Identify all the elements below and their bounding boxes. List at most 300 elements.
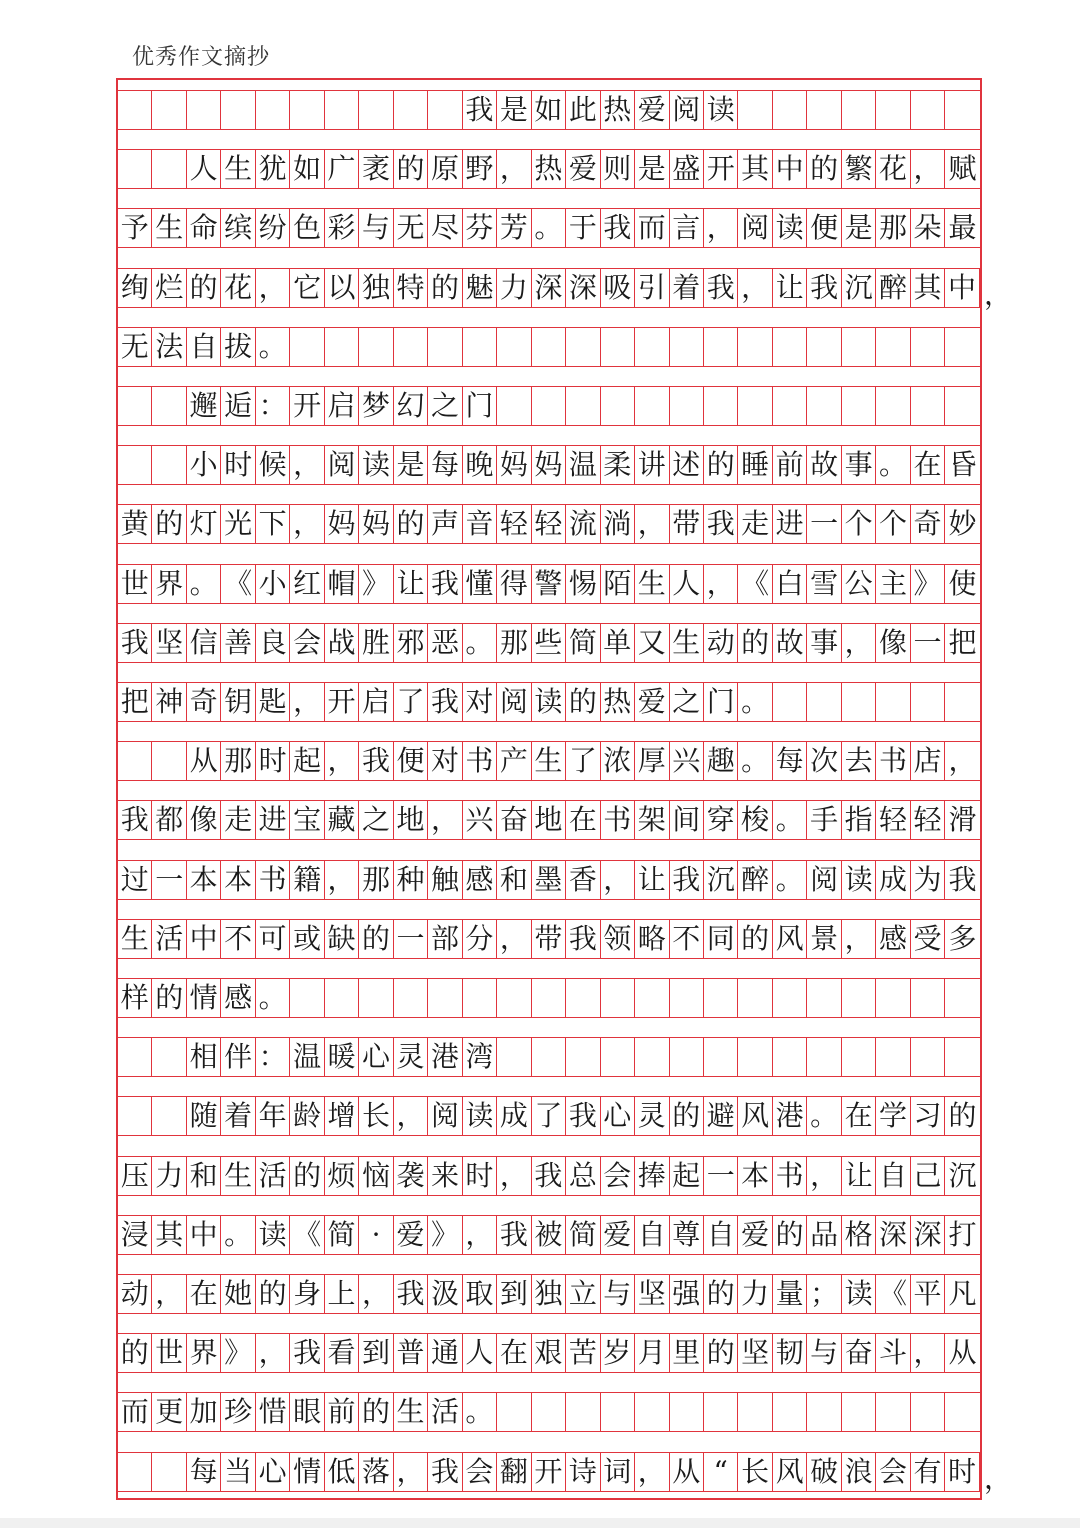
- grid-cell: 我: [463, 91, 497, 129]
- grid-cell: 我: [394, 1275, 428, 1313]
- grid-cell: 有: [911, 1453, 945, 1491]
- grid-cell: [359, 91, 393, 129]
- grid-cell: [876, 91, 910, 129]
- bottom-scroll-bar: [0, 1518, 1080, 1528]
- grid-cell: 里: [670, 1334, 704, 1372]
- grid-cell: 浸: [118, 1216, 152, 1254]
- grid-cell: 个: [876, 505, 910, 543]
- grid-cell: [704, 979, 738, 1017]
- grid-cell: 的: [394, 505, 428, 543]
- grid-cell: 本: [187, 861, 221, 899]
- grid-cell: 取: [463, 1275, 497, 1313]
- grid-cell: [118, 91, 152, 129]
- grid-cell: 《: [738, 565, 772, 603]
- grid-cell: [738, 91, 772, 129]
- grid-cell: 开: [325, 683, 359, 721]
- grid-cell: [807, 387, 841, 425]
- grid-cell: [807, 91, 841, 129]
- grid-cell: 一: [152, 861, 186, 899]
- writing-grid-paper: [116, 78, 1013, 1500]
- grid-cell: [773, 979, 807, 1017]
- grid-cell: 打: [948, 1217, 977, 1251]
- grid-cell: 诗: [566, 1453, 600, 1491]
- grid-cell: 随: [187, 1097, 221, 1135]
- grid-row: [118, 1156, 980, 1196]
- grid-cell: [738, 1038, 772, 1076]
- grid-cell: [911, 387, 945, 425]
- grid-cell: ，: [601, 861, 635, 899]
- grid-cell: 下: [256, 505, 290, 543]
- grid-cell: 繁: [842, 150, 876, 188]
- grid-cell: 的: [187, 269, 221, 307]
- grid-cell: 我: [948, 862, 977, 896]
- grid-cell: 之: [428, 387, 462, 425]
- grid-cell: 艰: [532, 1334, 566, 1372]
- grid-cell: 帽: [325, 565, 359, 603]
- grid-cell: 是: [635, 150, 669, 188]
- grid-cell: 的: [394, 150, 428, 188]
- grid-cell: 店: [911, 742, 945, 780]
- grid-cell: 沉: [948, 1158, 977, 1192]
- grid-cell: 从: [187, 742, 221, 780]
- grid-cell: 时: [256, 742, 290, 780]
- grid-cell: 带: [532, 920, 566, 958]
- grid-cell: 前: [773, 446, 807, 484]
- grid-cell: 恼: [359, 1157, 393, 1195]
- grid-cell: 进: [773, 505, 807, 543]
- grid-cell: 我: [532, 1157, 566, 1195]
- grid-cell: 本: [738, 1157, 772, 1195]
- grid-cell: 我: [359, 742, 393, 780]
- grid-cell: 可: [256, 920, 290, 958]
- grid-cell: ，: [842, 920, 876, 958]
- grid-cell: 以: [325, 269, 359, 307]
- grid-cell: 而: [118, 1393, 152, 1431]
- grid-cell: 破: [807, 1453, 841, 1491]
- grid-cell: 书: [463, 742, 497, 780]
- grid-cell: 自: [635, 1216, 669, 1254]
- grid-cell: 赋: [948, 152, 977, 186]
- grid-cell: [325, 328, 359, 366]
- grid-cell: 兴: [463, 801, 497, 839]
- grid-cell: 中: [187, 1216, 221, 1254]
- grid-cell: 灵: [394, 1038, 428, 1076]
- grid-cell: 轻: [876, 801, 910, 839]
- grid-cell: 对: [428, 742, 462, 780]
- grid-cell: 光: [221, 505, 255, 543]
- grid-cell: 苦: [566, 1334, 600, 1372]
- grid-cell: 。: [738, 742, 772, 780]
- grid-cell: 芬: [463, 209, 497, 247]
- grid-cell: 浓: [601, 742, 635, 780]
- grid-cell: 。: [738, 683, 772, 721]
- grid-cell: 灵: [635, 1097, 669, 1135]
- grid-cell: [118, 150, 152, 188]
- grid-cell: ，: [394, 1453, 428, 1491]
- grid-cell: [428, 328, 462, 366]
- grid-cell: 便: [807, 209, 841, 247]
- grid-cell: ，: [256, 1334, 290, 1372]
- grid-cell: 妈: [497, 446, 531, 484]
- grid-cell: 与: [601, 1275, 635, 1313]
- grid-cell: 那: [221, 742, 255, 780]
- grid-cell: 生: [532, 742, 566, 780]
- grid-cell: 不: [670, 920, 704, 958]
- grid-cell: 让: [842, 1157, 876, 1195]
- grid-cell: 领: [601, 920, 635, 958]
- grid-cell: ，: [152, 1275, 186, 1313]
- grid-cell: [704, 328, 738, 366]
- grid-cell: 便: [394, 742, 428, 780]
- grid-cell: 神: [152, 683, 186, 721]
- grid-cell: 色: [290, 209, 324, 247]
- grid-cell: [497, 1038, 531, 1076]
- grid-cell: 人: [670, 565, 704, 603]
- grid-cell: 些: [532, 624, 566, 662]
- grid-cell: 我: [290, 1334, 324, 1372]
- grid-cell: [532, 1038, 566, 1076]
- grid-cell: 《: [876, 1275, 910, 1313]
- grid-cell: [394, 979, 428, 1017]
- grid-cell: [566, 1393, 600, 1431]
- grid-cell: [773, 328, 807, 366]
- grid-row: [118, 919, 980, 959]
- grid-row: [118, 1096, 980, 1136]
- grid-cell: 是: [842, 209, 876, 247]
- grid-cell: [945, 979, 979, 1017]
- grid-cell: 与: [807, 1334, 841, 1372]
- grid-cell: 则: [601, 150, 635, 188]
- grid-row: [118, 860, 980, 900]
- grid-cell: 的: [704, 446, 738, 484]
- grid-cell: 更: [152, 1393, 186, 1431]
- grid-cell: 我: [566, 920, 600, 958]
- grid-cell: [152, 150, 186, 188]
- grid-cell: 本: [221, 861, 255, 899]
- grid-cell: [566, 979, 600, 1017]
- grid-cell: [601, 1038, 635, 1076]
- grid-cell: 公: [842, 565, 876, 603]
- grid-cell: 部: [428, 920, 462, 958]
- grid-cell: 警: [532, 565, 566, 603]
- grid-cell: 把: [118, 683, 152, 721]
- grid-cell: 格: [842, 1216, 876, 1254]
- grid-cell: 籍: [290, 861, 324, 899]
- grid-cell: 的: [566, 683, 600, 721]
- grid-cell: 了: [532, 1097, 566, 1135]
- grid-cell: [842, 1393, 876, 1431]
- grid-cell: 珍: [221, 1393, 255, 1431]
- grid-cell: [221, 91, 255, 129]
- grid-row: [118, 1037, 980, 1077]
- grid-cell: 港: [773, 1097, 807, 1135]
- grid-cell: 那: [359, 861, 393, 899]
- grid-cell: 门: [463, 387, 497, 425]
- grid-cell: [876, 979, 910, 1017]
- grid-cell: 自: [187, 328, 221, 366]
- grid-row: [118, 682, 980, 722]
- grid-cell: 妈: [532, 446, 566, 484]
- grid-cell: [635, 328, 669, 366]
- grid-cell: 《: [290, 1216, 324, 1254]
- grid-cell: [945, 91, 979, 129]
- grid-cell: ，: [428, 801, 462, 839]
- grid-cell: 淌: [601, 505, 635, 543]
- grid-cell: 爱: [635, 91, 669, 129]
- grid-cell: 像: [187, 801, 221, 839]
- grid-cell: 胜: [359, 624, 393, 662]
- grid-cell: [670, 1393, 704, 1431]
- grid-cell: 情: [187, 979, 221, 1017]
- grid-cell: 中: [945, 269, 979, 307]
- grid-cell: 中: [773, 150, 807, 188]
- grid-cell: 盛: [670, 150, 704, 188]
- grid-cell: 事: [842, 446, 876, 484]
- grid-cell: 落: [359, 1453, 393, 1491]
- grid-cell: 感: [221, 979, 255, 1017]
- overflow-punctuation: ，: [984, 1461, 1013, 1495]
- grid-cell: 界: [152, 565, 186, 603]
- grid-cell: [118, 1097, 152, 1135]
- grid-cell: 事: [807, 624, 841, 662]
- grid-cell: 红: [290, 565, 324, 603]
- grid-cell: 雪: [807, 565, 841, 603]
- grid-cell: 温: [566, 446, 600, 484]
- grid-row: [118, 386, 980, 426]
- grid-cell: 的: [807, 150, 841, 188]
- grid-cell: 为: [911, 861, 945, 899]
- grid-cell: 岁: [601, 1334, 635, 1372]
- grid-cell: ，: [635, 505, 669, 543]
- grid-cell: 坚: [635, 1275, 669, 1313]
- grid-cell: 动: [118, 1275, 152, 1313]
- grid-cell: 轻: [911, 801, 945, 839]
- grid-cell: [704, 1393, 738, 1431]
- grid-cell: 奇: [187, 683, 221, 721]
- grid-cell: 开: [532, 1453, 566, 1491]
- grid-cell: 一: [911, 624, 945, 662]
- grid-cell: [876, 1393, 910, 1431]
- grid-cell: 读: [842, 1275, 876, 1313]
- grid-cell: 匙: [256, 683, 290, 721]
- grid-cell: [704, 387, 738, 425]
- grid-cell: 地: [394, 801, 428, 839]
- grid-cell: 力: [497, 269, 531, 307]
- grid-cell: ，: [325, 861, 359, 899]
- grid-row: [118, 1452, 1013, 1495]
- grid-cell: 世: [152, 1334, 186, 1372]
- grid-cell: 宝: [290, 801, 324, 839]
- page-header: 优秀作文摘抄: [132, 45, 271, 70]
- grid-cell: 韧: [773, 1334, 807, 1372]
- grid-row: [118, 623, 980, 663]
- grid-cell: 浪: [842, 1453, 876, 1491]
- grid-cell: 普: [394, 1334, 428, 1372]
- grid-cell: ，: [635, 1453, 669, 1491]
- grid-cell: 信: [187, 624, 221, 662]
- grid-cell: 我: [704, 505, 738, 543]
- grid-cell: 学: [876, 1097, 910, 1135]
- grid-cell: 每: [773, 742, 807, 780]
- grid-cell: 走: [221, 801, 255, 839]
- grid-cell: 犹: [256, 150, 290, 188]
- grid-cell: 起: [670, 1157, 704, 1195]
- grid-cell: [807, 328, 841, 366]
- grid-cell: [670, 1038, 704, 1076]
- grid-cell: ，: [911, 1334, 945, 1372]
- grid-cell: 缺: [325, 920, 359, 958]
- grid-cell: 述: [670, 446, 704, 484]
- grid-cell: [842, 328, 876, 366]
- grid-cell: 心: [256, 1453, 290, 1491]
- grid-cell: [704, 1038, 738, 1076]
- grid-cell: 开: [704, 150, 738, 188]
- grid-cell: 身: [290, 1275, 324, 1313]
- grid-cell: 读: [842, 861, 876, 899]
- grid-cell: 启: [325, 387, 359, 425]
- grid-cell: 书: [773, 1157, 807, 1195]
- grid-cell: 凡: [948, 1277, 977, 1310]
- grid-cell: 景: [807, 920, 841, 958]
- grid-cell: 的: [704, 1334, 738, 1372]
- grid-cell: ，: [497, 150, 531, 188]
- grid-cell: ，: [290, 505, 324, 543]
- grid-cell: 沉: [842, 269, 876, 307]
- grid-cell: [911, 91, 945, 129]
- grid-cell: 滑: [948, 803, 977, 837]
- grid-cell: [497, 387, 531, 425]
- grid-cell: 我: [566, 1097, 600, 1135]
- grid-cell: 年: [256, 1097, 290, 1135]
- grid-cell: 间: [670, 801, 704, 839]
- grid-cell: 上: [325, 1275, 359, 1313]
- grid-cell: 朵: [911, 209, 945, 247]
- grid-cell: 书: [876, 742, 910, 780]
- grid-cell: 在: [566, 801, 600, 839]
- grid-cell: 彩: [325, 209, 359, 247]
- grid-cell: “: [704, 1453, 738, 1491]
- grid-cell: 。: [773, 861, 807, 899]
- grid-cell: [290, 979, 324, 1017]
- grid-row: [118, 327, 980, 367]
- grid-cell: [807, 1393, 841, 1431]
- grid-cell: [497, 979, 531, 1017]
- grid-cell: 其: [152, 1216, 186, 1254]
- grid-cell: [601, 1393, 635, 1431]
- grid-cell: 强: [670, 1275, 704, 1313]
- grid-cell: 种: [394, 861, 428, 899]
- grid-cell: 善: [221, 624, 255, 662]
- grid-cell: 书: [256, 861, 290, 899]
- grid-cell: 阅: [428, 1097, 462, 1135]
- grid-cell: 其: [738, 150, 772, 188]
- grid-cell: 。: [807, 1097, 841, 1135]
- grid-cell: 当: [221, 1453, 255, 1491]
- grid-cell: 了: [394, 683, 428, 721]
- grid-cell: 梦: [359, 387, 393, 425]
- grid-cell: [532, 979, 566, 1017]
- grid-cell: 月: [635, 1334, 669, 1372]
- grid-cell: 生: [221, 150, 255, 188]
- grid-cell: [911, 1038, 945, 1076]
- grid-cell: 我: [704, 269, 738, 307]
- grid-cell: ，: [497, 1157, 531, 1195]
- grid-row: [118, 504, 980, 544]
- grid-cell: 每: [187, 1453, 221, 1491]
- grid-cell: 会: [601, 1157, 635, 1195]
- grid-cell: 奇: [911, 505, 945, 543]
- grid-cell: [463, 979, 497, 1017]
- grid-cell: 的: [704, 1275, 738, 1313]
- grid-cell: [359, 328, 393, 366]
- grid-cell: 如: [290, 150, 324, 188]
- grid-cell: 拔: [221, 328, 255, 366]
- grid-cell: 读: [532, 683, 566, 721]
- grid-cell: 坚: [738, 1334, 772, 1372]
- grid-cell: 此: [566, 91, 600, 129]
- grid-cell: [807, 1038, 841, 1076]
- grid-cell: 的: [738, 920, 772, 958]
- grid-row: [118, 564, 980, 604]
- grid-cell: ，: [290, 446, 324, 484]
- grid-cell: 邂: [187, 387, 221, 425]
- grid-cell: 长: [359, 1097, 393, 1135]
- grid-cell: 生: [221, 1157, 255, 1195]
- grid-cell: 与: [359, 209, 393, 247]
- grid-cell: ·: [359, 1216, 393, 1254]
- grid-cell: 》: [428, 1216, 462, 1254]
- grid-cell: 在: [842, 1097, 876, 1135]
- grid-cell: 通: [428, 1334, 462, 1372]
- grid-cell: [463, 328, 497, 366]
- grid-cell: 》: [359, 565, 393, 603]
- grid-cell: 是: [394, 446, 428, 484]
- grid-cell: [394, 328, 428, 366]
- grid-cell: 带: [670, 505, 704, 543]
- grid-cell: 不: [221, 920, 255, 958]
- grid-cell: 爱: [394, 1216, 428, 1254]
- grid-cell: [187, 91, 221, 129]
- grid-cell: 的: [290, 1157, 324, 1195]
- grid-cell: 地: [532, 801, 566, 839]
- grid-cell: 阅: [807, 861, 841, 899]
- grid-cell: 情: [290, 1453, 324, 1491]
- grid-cell: 那: [876, 209, 910, 247]
- grid-cell: 汲: [428, 1275, 462, 1313]
- grid-cell: 时: [463, 1157, 497, 1195]
- grid-cell: [876, 683, 910, 721]
- grid-cell: [773, 1038, 807, 1076]
- grid-cell: 我: [428, 1453, 462, 1491]
- grid-cell: 同: [704, 920, 738, 958]
- grid-cell: 坚: [152, 624, 186, 662]
- grid-cell: 深: [566, 269, 600, 307]
- grid-cell: ，: [325, 742, 359, 780]
- grid-cell: 白: [773, 565, 807, 603]
- grid-cell: [911, 1393, 945, 1431]
- grid-cell: 相: [187, 1038, 221, 1076]
- grid-cell: 战: [325, 624, 359, 662]
- grid-cell: 让: [773, 269, 807, 307]
- grid-cell: [428, 91, 462, 129]
- grid-cell: [876, 1038, 910, 1076]
- grid-cell: 故: [807, 446, 841, 484]
- grid-cell: 那: [497, 624, 531, 662]
- grid-cell: 灯: [187, 505, 221, 543]
- grid-cell: 一: [704, 1157, 738, 1195]
- grid-row: [118, 268, 1013, 311]
- grid-cell: [394, 91, 428, 129]
